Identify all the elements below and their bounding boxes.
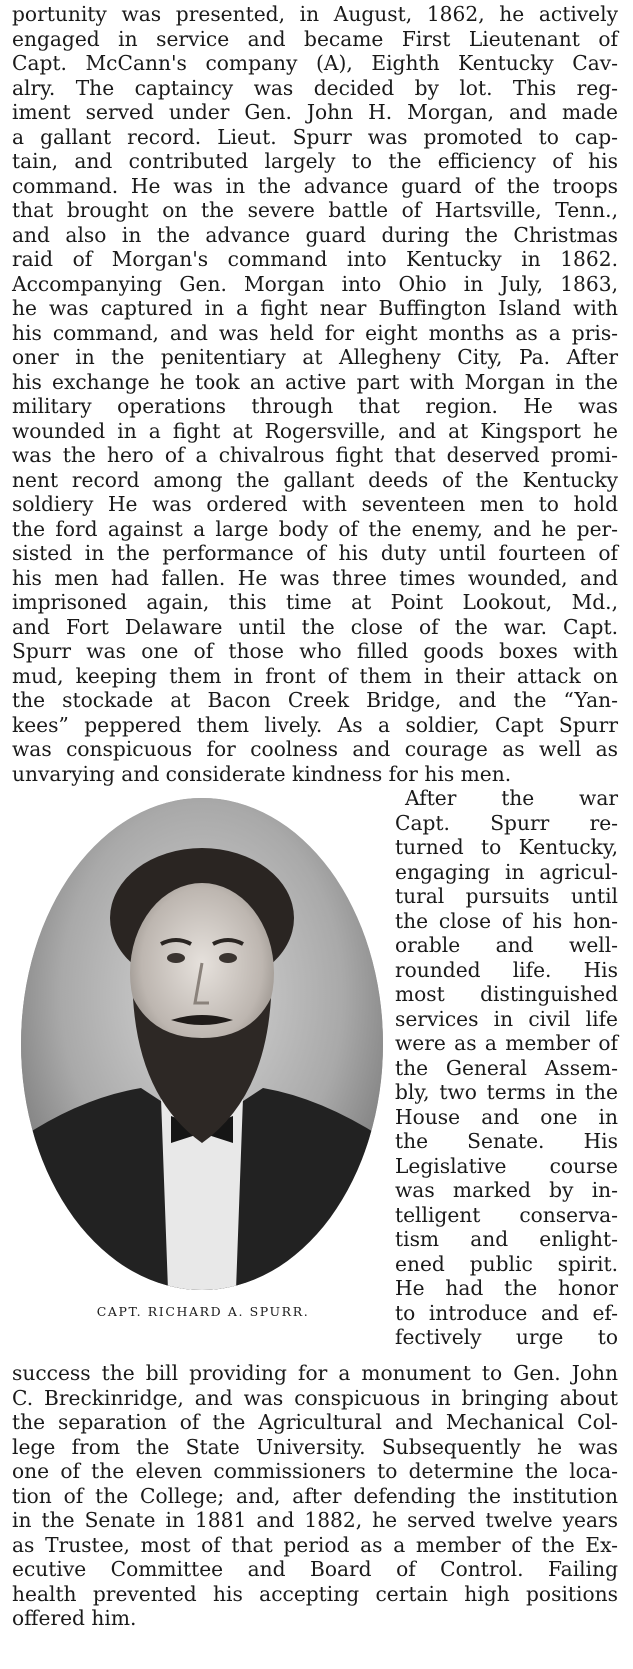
text-line: health prevented his accepting certain high positions bbox=[12, 1581, 618, 1606]
text-line: that brought on the severe battle of Hartsville, Tenn., bbox=[12, 198, 618, 222]
text-line: Accompanying Gen. Morgan into Ohio in July, 1863, bbox=[12, 271, 618, 296]
text-line: military operations through that region. He was bbox=[12, 394, 618, 418]
text-line: He had the honor bbox=[395, 1276, 618, 1300]
text-line: telligent conserva- bbox=[395, 1202, 618, 1227]
text-line: Capt. McCann's company (A), Eighth Kentucky Cav- bbox=[12, 51, 618, 75]
text-line: lege from the State University. Subsequently he was bbox=[12, 1434, 618, 1459]
text-line: After the war bbox=[405, 786, 618, 810]
text-line: raid of Morgan's command into Kentucky in 1862. bbox=[12, 247, 618, 271]
text-line: House and one in bbox=[395, 1104, 618, 1129]
text-line: his exchange he took an active part with Morgan in the bbox=[12, 369, 618, 394]
text-line: soldiery He was ordered with seventeen men to hold bbox=[12, 492, 618, 516]
text-line: a gallant record. Lieut. Spurr was promoted to cap- bbox=[12, 124, 618, 149]
text-line: and also in the advance guard during the Christmas bbox=[12, 222, 618, 247]
portrait-caption: CAPT. RICHARD A. SPURR. bbox=[96, 1304, 310, 1319]
text-line: tion of the College; and, after defending the institution bbox=[12, 1483, 618, 1508]
text-line: the ford against a large body of the enemy, and he per- bbox=[12, 516, 618, 541]
text-line: in the Senate in 1881 and 1882, he served twelve years bbox=[12, 1508, 618, 1532]
text-line: were as a member of bbox=[395, 1031, 618, 1055]
text-line: imprisoned again, this time at Point Lookout, Md., bbox=[12, 590, 618, 614]
text-line: tism and enlight- bbox=[395, 1227, 618, 1251]
text-line: the Senate. His bbox=[395, 1129, 618, 1153]
text-line: portunity was presented, in August, 1862, he actively bbox=[12, 2, 618, 26]
text-line: wounded in a fight at Rogersville, and at Kingsport he bbox=[12, 418, 618, 443]
text-line: mud, keeping them in front of them in their attack on bbox=[12, 663, 618, 688]
text-line: as Trustee, most of that period as a member of the Ex- bbox=[12, 1532, 618, 1557]
text-line: orable and well- bbox=[395, 933, 618, 957]
text-line: rounded life. His bbox=[395, 957, 618, 982]
text-line: alry. The captaincy was decided by lot. This reg- bbox=[12, 75, 618, 100]
text-line: one of the eleven commissioners to determine the loca- bbox=[12, 1459, 618, 1483]
text-line: to introduce and ef- bbox=[395, 1300, 618, 1325]
text-line: ened public spirit. bbox=[395, 1251, 618, 1276]
text-line: Capt. Spurr re- bbox=[395, 810, 618, 835]
text-line: unvarying and considerate kindness for his men. bbox=[12, 761, 512, 786]
document-page bbox=[12, 2, 618, 1631]
text-line: ecutive Committee and Board of Control. Failing bbox=[12, 1557, 618, 1581]
portrait-figure bbox=[12, 798, 394, 1319]
text-line: tain, and contributed largely to the efficiency of his bbox=[12, 149, 618, 173]
text-line: Legislative course bbox=[395, 1153, 618, 1178]
text-line: the separation of the Agricultural and Mechanical Col- bbox=[12, 1410, 618, 1434]
text-line: was marked by in- bbox=[395, 1178, 618, 1202]
text-line: kees” peppered them lively. As a soldier, Capt Spurr bbox=[12, 712, 618, 737]
text-line: and Fort Delaware until the close of the war. Capt. bbox=[12, 614, 618, 639]
text-line: services in civil life bbox=[395, 1006, 618, 1031]
text-line: nent record among the gallant deeds of the Kentucky bbox=[12, 467, 618, 492]
bottom-paragraph bbox=[12, 1361, 618, 1631]
text-line: the stockade at Bacon Creek Bridge, and the “Yan- bbox=[12, 688, 618, 712]
text-line: fectively urge to bbox=[395, 1325, 618, 1349]
text-line: tural pursuits until bbox=[395, 884, 618, 908]
right-column-text bbox=[395, 786, 618, 1350]
text-line: was the hero of a chivalrous fight that deserved promi- bbox=[12, 443, 618, 467]
text-line: command. He was in the advance guard of the troops bbox=[12, 173, 618, 198]
portrait-photo-icon bbox=[21, 798, 383, 1290]
portrait-section bbox=[12, 786, 618, 1361]
text-line: success the bill providing for a monument to Gen. John bbox=[12, 1361, 618, 1385]
text-line: he was captured in a fight near Buffington Island with bbox=[12, 296, 618, 320]
text-line: most distinguished bbox=[395, 982, 618, 1006]
text-line: Spurr was one of those who filled goods boxes with bbox=[12, 639, 618, 663]
text-line: offered him. bbox=[12, 1606, 137, 1630]
text-line: oner in the penitentiary at Allegheny City, Pa. After bbox=[12, 345, 618, 369]
text-line: his men had fallen. He was three times wounded, and bbox=[12, 565, 618, 590]
text-line: his command, and was held for eight months as a pris- bbox=[12, 320, 618, 345]
text-line: engaged in service and became First Lieutenant of bbox=[12, 26, 618, 51]
text-line: bly, two terms in the bbox=[395, 1080, 618, 1104]
text-line: the General Assem- bbox=[395, 1055, 618, 1080]
top-paragraph bbox=[12, 2, 618, 786]
text-line: sisted in the performance of his duty until fourteen of bbox=[12, 541, 618, 565]
text-line: C. Breckinridge, and was conspicuous in bringing about bbox=[12, 1385, 618, 1410]
text-line: the close of his hon- bbox=[395, 908, 618, 933]
text-line: engaging in agricul- bbox=[395, 859, 618, 884]
text-line: turned to Kentucky, bbox=[395, 835, 618, 859]
text-line: iment served under Gen. John H. Morgan, and made bbox=[12, 100, 618, 124]
text-line: was conspicuous for coolness and courage as well as bbox=[12, 737, 618, 761]
